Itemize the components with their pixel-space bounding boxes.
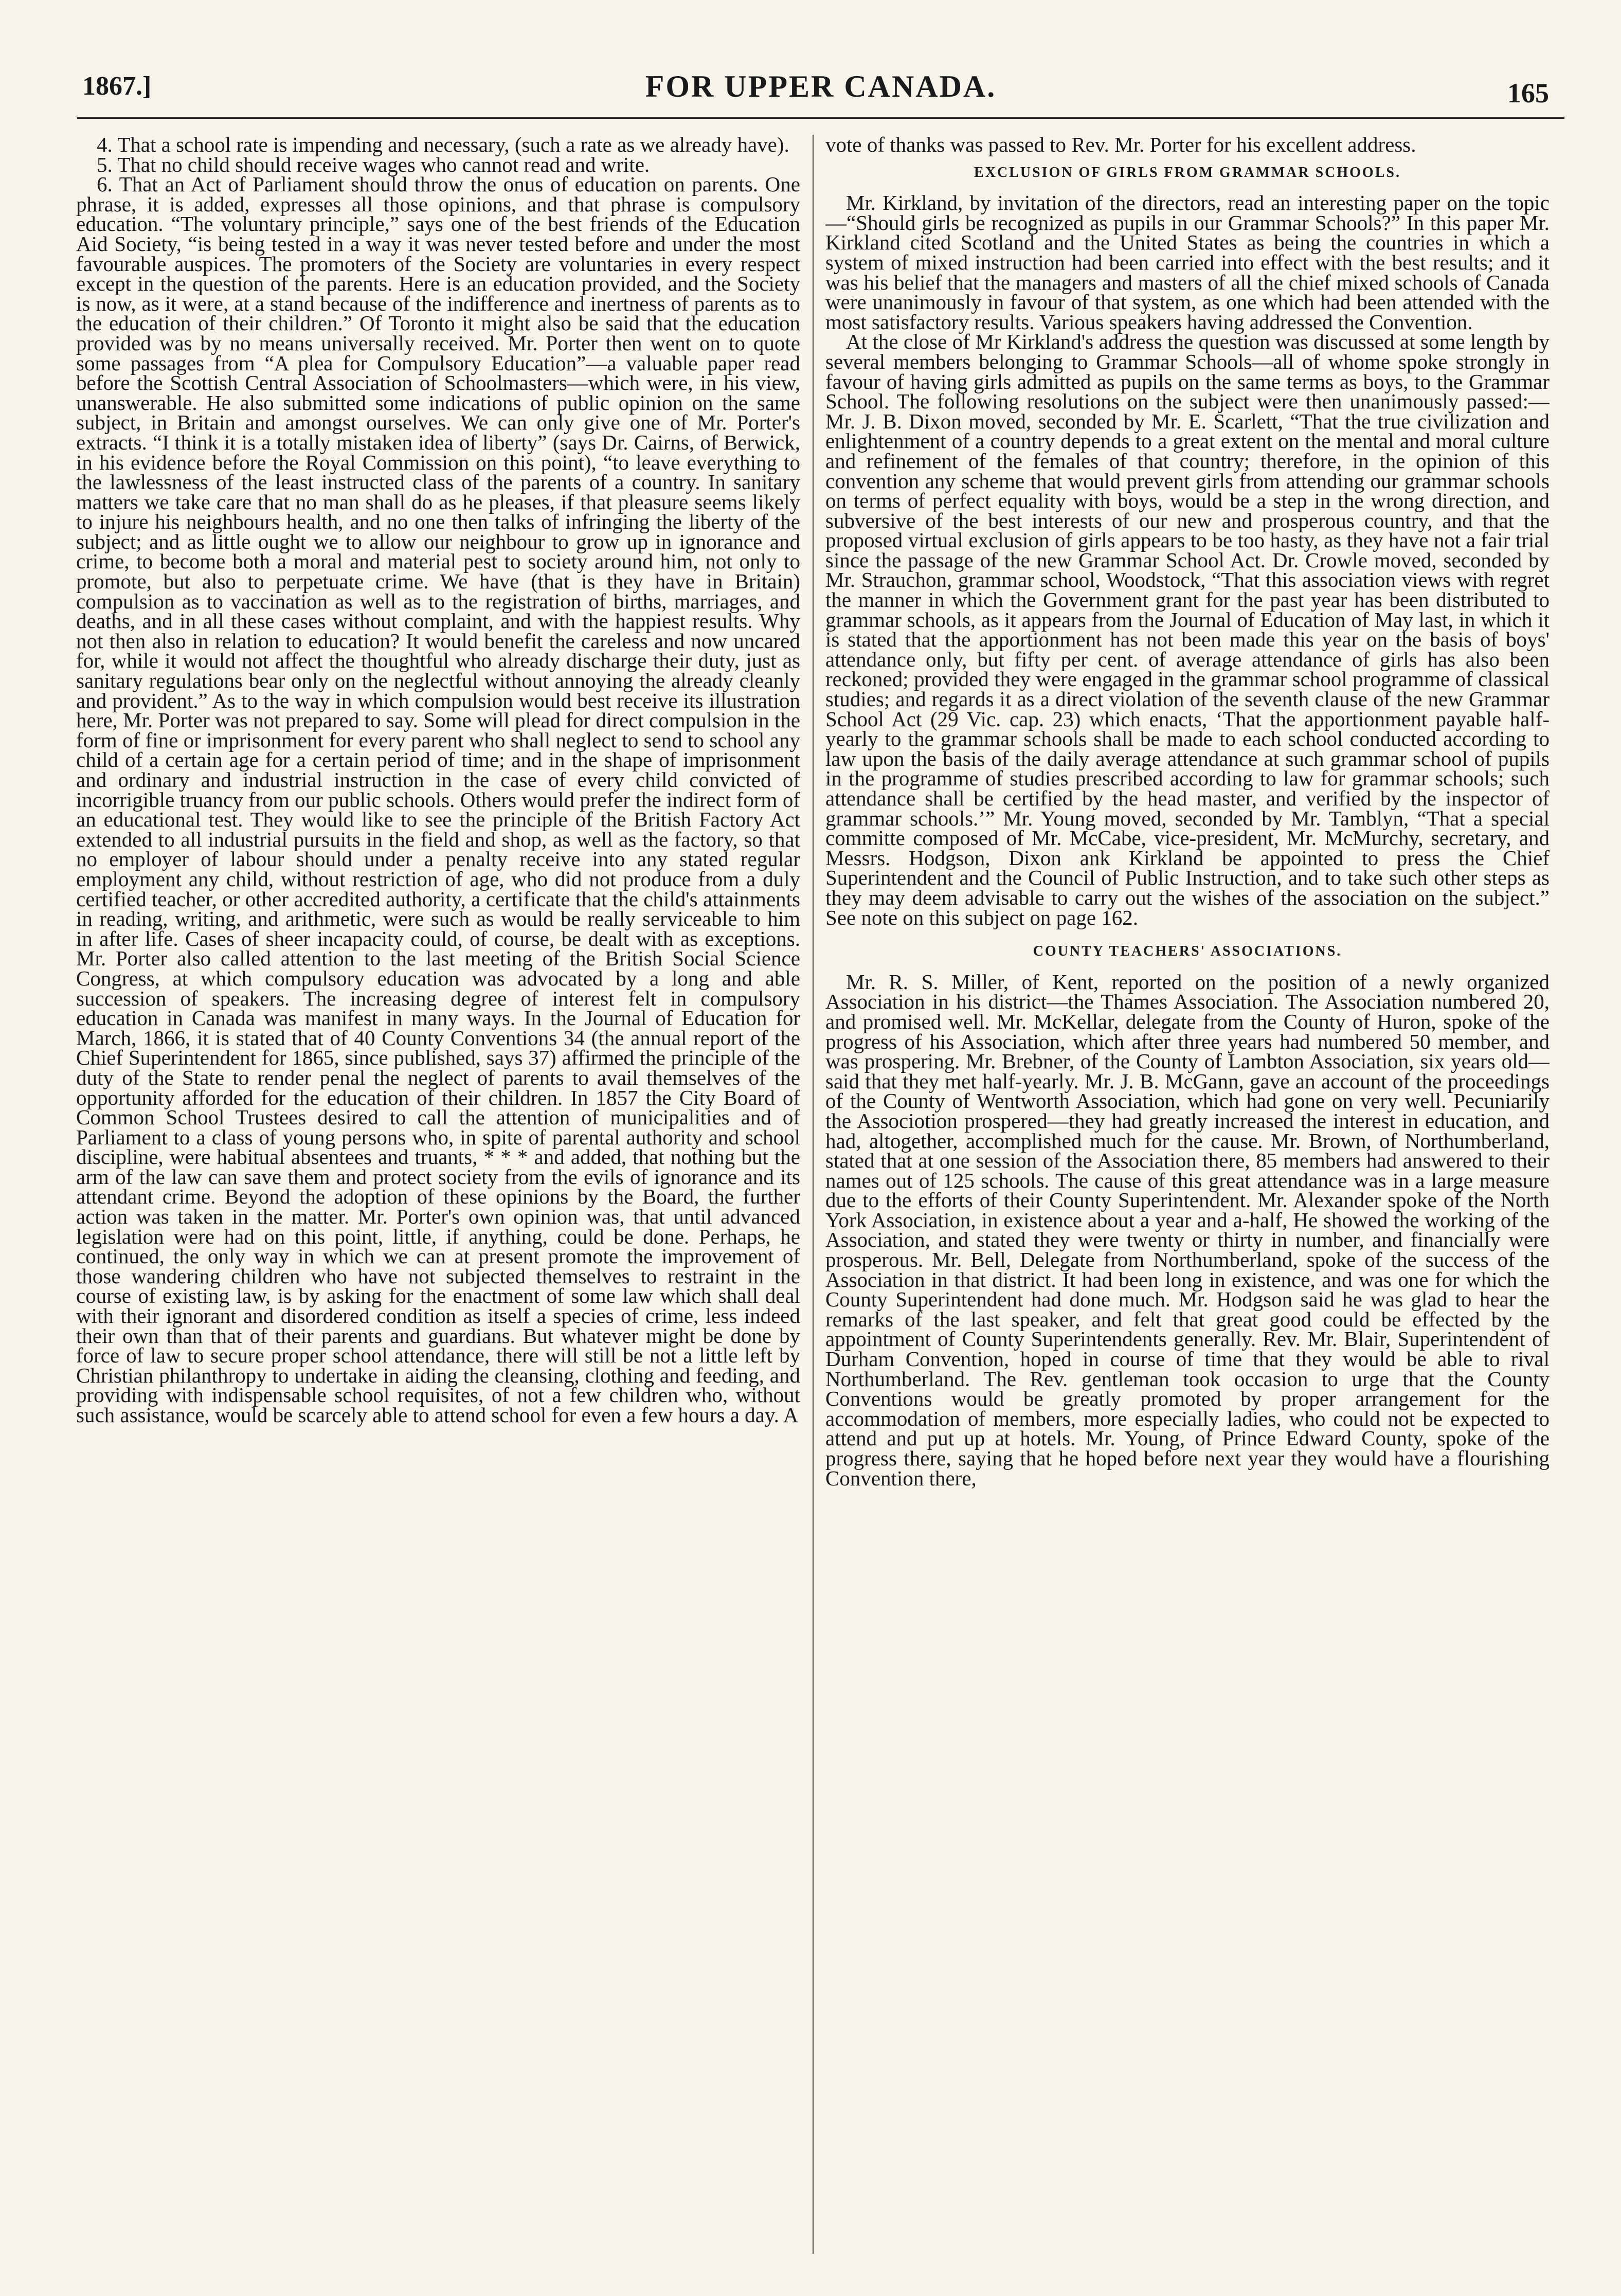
- header-year: 1867.]: [82, 71, 152, 101]
- page-header: [77, 66, 1564, 119]
- right-column: [825, 135, 1550, 2264]
- paragraph-item-5: 5. That no child should receive wages who cannot read and write.: [97, 152, 650, 176]
- paragraph-vote-of-thanks: vote of thanks was passed to Rev. Mr. Porter for his excellent address.: [825, 135, 1416, 156]
- paragraph-resolutions: At the close of Mr Kirkland's address the question was discussed at some length by several members belonging to Grammar Schools—all of whome spoke strongly in favour of having girls admitted as pupils on the same terms as boys, to the Grammar School. The following resolutions on the subject were then unanimously passed:—Mr. J. B. Dixon moved, seconded by Mr. E. Scarlett, “That the true civilization and enlightenment of a country depends to a great extent on the mental and moral culture and refinement of the females of that country; therefore, in the opinion of this convention any scheme that would prevent girls from attending our grammar schools on terms of perfect equality with boys, would be a step in the wrong direction, and subversive of the best interests of our new and prosperous country, and that the proposed virtual exclusion of girls appears to be too hasty, as they have not a fair trial since the passage of the new Grammar School Act. Dr. Crowle moved, seconded by Mr. Strauchon, grammar school, Woodstock, “That this association views with regret the manner in which the Government grant for the past year has been distributed to grammar schools, as it appears from the Journal of Education of May last, in which it is stated that the apportionment has not been made this year on the basis of boys' attendance only, but fifty per cent. of average attendance of girls has also been reckoned; provided they were engaged in the grammar school programme of classical studies; and regards it as a direct violation of the seventh clause of the new Grammar School Act (29 Vic. cap. 23) which enacts, ‘That the apportionment payable half-yearly to the grammar schools shall be made to each school conducted according to law upon the basis of the daily average attendance at such grammar school of pupils in the programme of studies prescribed according to law for grammar schools; such attendance shall be certified by the head master, and verified by the inspector of grammar schools.’” Mr. Young moved, seconded by Mr. Tamblyn, “That a special committe composed of Mr. McCabe, vice-president, Mr. McMurchy, secretary, and Messrs. Hodgson, Dixon ank Kirkland be appointed to press the Chief Superintendent and the Council of Public Instruction, and to take such other steps as they may deem advisable to carry out the wishes of the association on the subject.” See note on this subject on page 162.: [825, 330, 1550, 929]
- paragraph-item-4: 4. That a school rate is impending and necessary, (such a rate as we already have).: [97, 135, 789, 156]
- page-number: 165: [1507, 78, 1549, 109]
- section-heading-county-teachers: COUNTY TEACHERS' ASSOCIATIONS.: [1033, 943, 1342, 960]
- paragraph-item-6: 6. That an Act of Parliament should throw the onus of education on parents. One phrase, it is added, expresses all those opinions, and that phrase is compulsory education. “The voluntary principle,” says one of the best friends of the Education Aid Society, “is being tested in a way it was never tested before and under the most favourable auspices. The promoters of the Society are voluntaries in every respect except in the question of the parents. Here is an education provided, and the Society is now, as it were, at a stand because of the indifference and inertness of parents as to the education of their children.” Of Toronto it might also be said that the education provided was by no means universally received. Mr. Porter then went on to quote some passages from “A plea for Compulsory Education”—a valuable paper read before the Scottish Central Association of Schoolmasters—which were, in his view, unanswerable. He also submitted some indications of public opinion on the same subject, in Britain and amongst ourselves. We can only give one of Mr. Porter's extracts. “I think it is a totally mistaken idea of liberty” (says Dr. Cairns, of Berwick, in his evidence before the Royal Commission on this point), “to leave everything to the lawlessness of the least instructed class of the parents of a country. In sanitary matters we take care that no man shall do as he pleases, if that pleasure seems likely to injure his neighbours health, and no one then talks of infringing the liberty of the subject; and as little ought we to allow our neighbour to grow up in ignorance and crime, to become both a moral and material pest to society around him, not only to promote, but also to perpetuate crime. We have (that is they have in Britain) compulsion as to vaccination as well as to the registration of births, marriages, and deaths, and in all these cases without complaint, and with the happiest results. Why not then also in relation to education? It would benefit the careless and now uncared for, while it would not affect the thoughtful who already discharge their duty, just as sanitary regulations bear only on the neglectful without annoying the already cleanly and provident.” As to the way in which compulsion would best receive its illustration here, Mr. Porter was not prepared to say. Some will plead for direct compulsion in the form of fine or imprisonment for every parent who shall neglect to send to school any child of a certain age for a certain period of time; and in the shape of imprisonment and ordinary and industrial instruction in the case of every child convicted of incorrigible truancy from our public schools. Others would prefer the indirect form of an educational test. They would like to see the principle of the British Factory Act extended to all industrial pursuits in the field and shop, as well as the factory, so that no employer of labour should under a penalty receive into any stated regular employment any child, without restriction of age, who did not produce from a duly certified teacher, or other accredited authority, a certificate that the child's attainments in reading, writing, and arithmetic, were such as would be really serviceable to him in after life. Cases of sheer incapacity could, of course, be dealt with as exceptions. Mr. Porter also called attention to the last meeting of the British Social Science Congress, at which compulsory education was advocated by a long and able succession of speakers. The increasing degree of interest felt in compulsory education in Canada was manifest in many ways. In the Journal of Education for March, 1866, it is stated that of 40 County Conventions 34 (the annual report of the Chief Superintendent for 1865, since published, says 37) affirmed the principle of the duty of the State to render penal the neglect of parents to avail themselves of the opportunity afforded for the education of their children. In 1857 the City Board of Common School Trustees desired to call the attention of municipalities and of Parliament to a class of young persons who, in spite of parental authority and school discipline, were habitual absentees and truants, * * * and added, that nothing but the arm of the law can save them and protect society from the evils of ignorance and its attendant crime. Beyond the adoption of these opinions by the Board, the further action was taken in the matter. Mr. Porter's own opinion was, that until advanced legislation were had on this point, little, if anything, could be done. Perhaps, he continued, the only way in which we can at present promote the improvement of those wandering children who have not subjected themselves to restraint in the course of existing law, is by asking for the enactment of some law which shall deal with their ignorant and disordered condition as itself a species of crime, less indeed their own than that of their parents and guardians. But whatever might be done by force of law to secure proper school attendance, there will still be not a little left by Christian philanthropy to undertake in aiding the cleansing, clothing and feeding, and providing with indispensable school requisites, of not a few children who, without such assistance, would be scarcely able to attend school for even a few hours a day. A: [76, 172, 800, 1427]
- left-column: [76, 135, 800, 2264]
- running-title: FOR UPPER CANADA.: [645, 69, 997, 103]
- column-divider: [813, 135, 814, 2254]
- section-heading-exclusion-of-girls: EXCLUSION OF GIRLS FROM GRAMMAR SCHOOLS.: [974, 164, 1401, 181]
- paragraph-county-associations: Mr. R. S. Miller, of Kent, reported on the position of a newly organized Association in his district—the Thames Association. The Association numbered 20, and promised well. Mr. McKellar, delegate from the County of Huron, spoke of the progress of his Association, which after three years had numbered 50 member, and was prospering. Mr. Brebner, of the County of Lambton Association, six years old—said that they met half-yearly. Mr. J. B. McGann, gave an account of the proceedings of the County of Wentworth Association, which had gone on very well. Pecuniarily the Associotion prospered—they had greatly increased the interest in education, and had, altogether, accomplished much for the cause. Mr. Brown, of Northumberland, stated that at one session of the Association there, 85 members had answered to their names out of 125 schools. The cause of this great attendance was in a large measure due to the efforts of their County Superintendent. Mr. Alexander spoke of the North York Association, in existence about a year and a-half, He showed the working of the Association, and stated they were twenty or thirty in number, and financially were prosperous. Mr. Bell, Delegate from Northumberland, spoke of the success of the Association in that district. It had been long in existence, and was one for which the County Superintendent had done much. Mr. Hodgson said he was glad to hear the remarks of the last speaker, and felt that great good could be effected by the appointment of County Superintendents generally. Rev. Mr. Blair, Superintendent of Durham Convention, hoped in course of time that they would be able to rival Northumberland. The Rev. gentleman took occasion to urge that the County Conventions would be greatly promoted by proper arrangement for the accommodation of members, more especially ladies, who could not be expected to attend and put up at hotels. Mr. Young, of Prince Edward County, spoke of the progress there, saying that he hoped before next year they would have a flourishing Convention there,: [825, 970, 1550, 1490]
- paragraph-kirkland-paper: Mr. Kirkland, by invitation of the directors, read an interesting paper on the topic—“Should girls be recognized as pupils in our Grammar Schools?” In this paper Mr. Kirkland cited Scotland and the United States as being the countries in which a system of mixed instruction had been carried into effect with the best results; and it was his belief that the managers and masters of all the chief mixed schools of Canada were unanimously in favour of that system, as one which had been attended with the most satisfactory results. Various speakers having addressed the Convention.: [825, 191, 1550, 334]
